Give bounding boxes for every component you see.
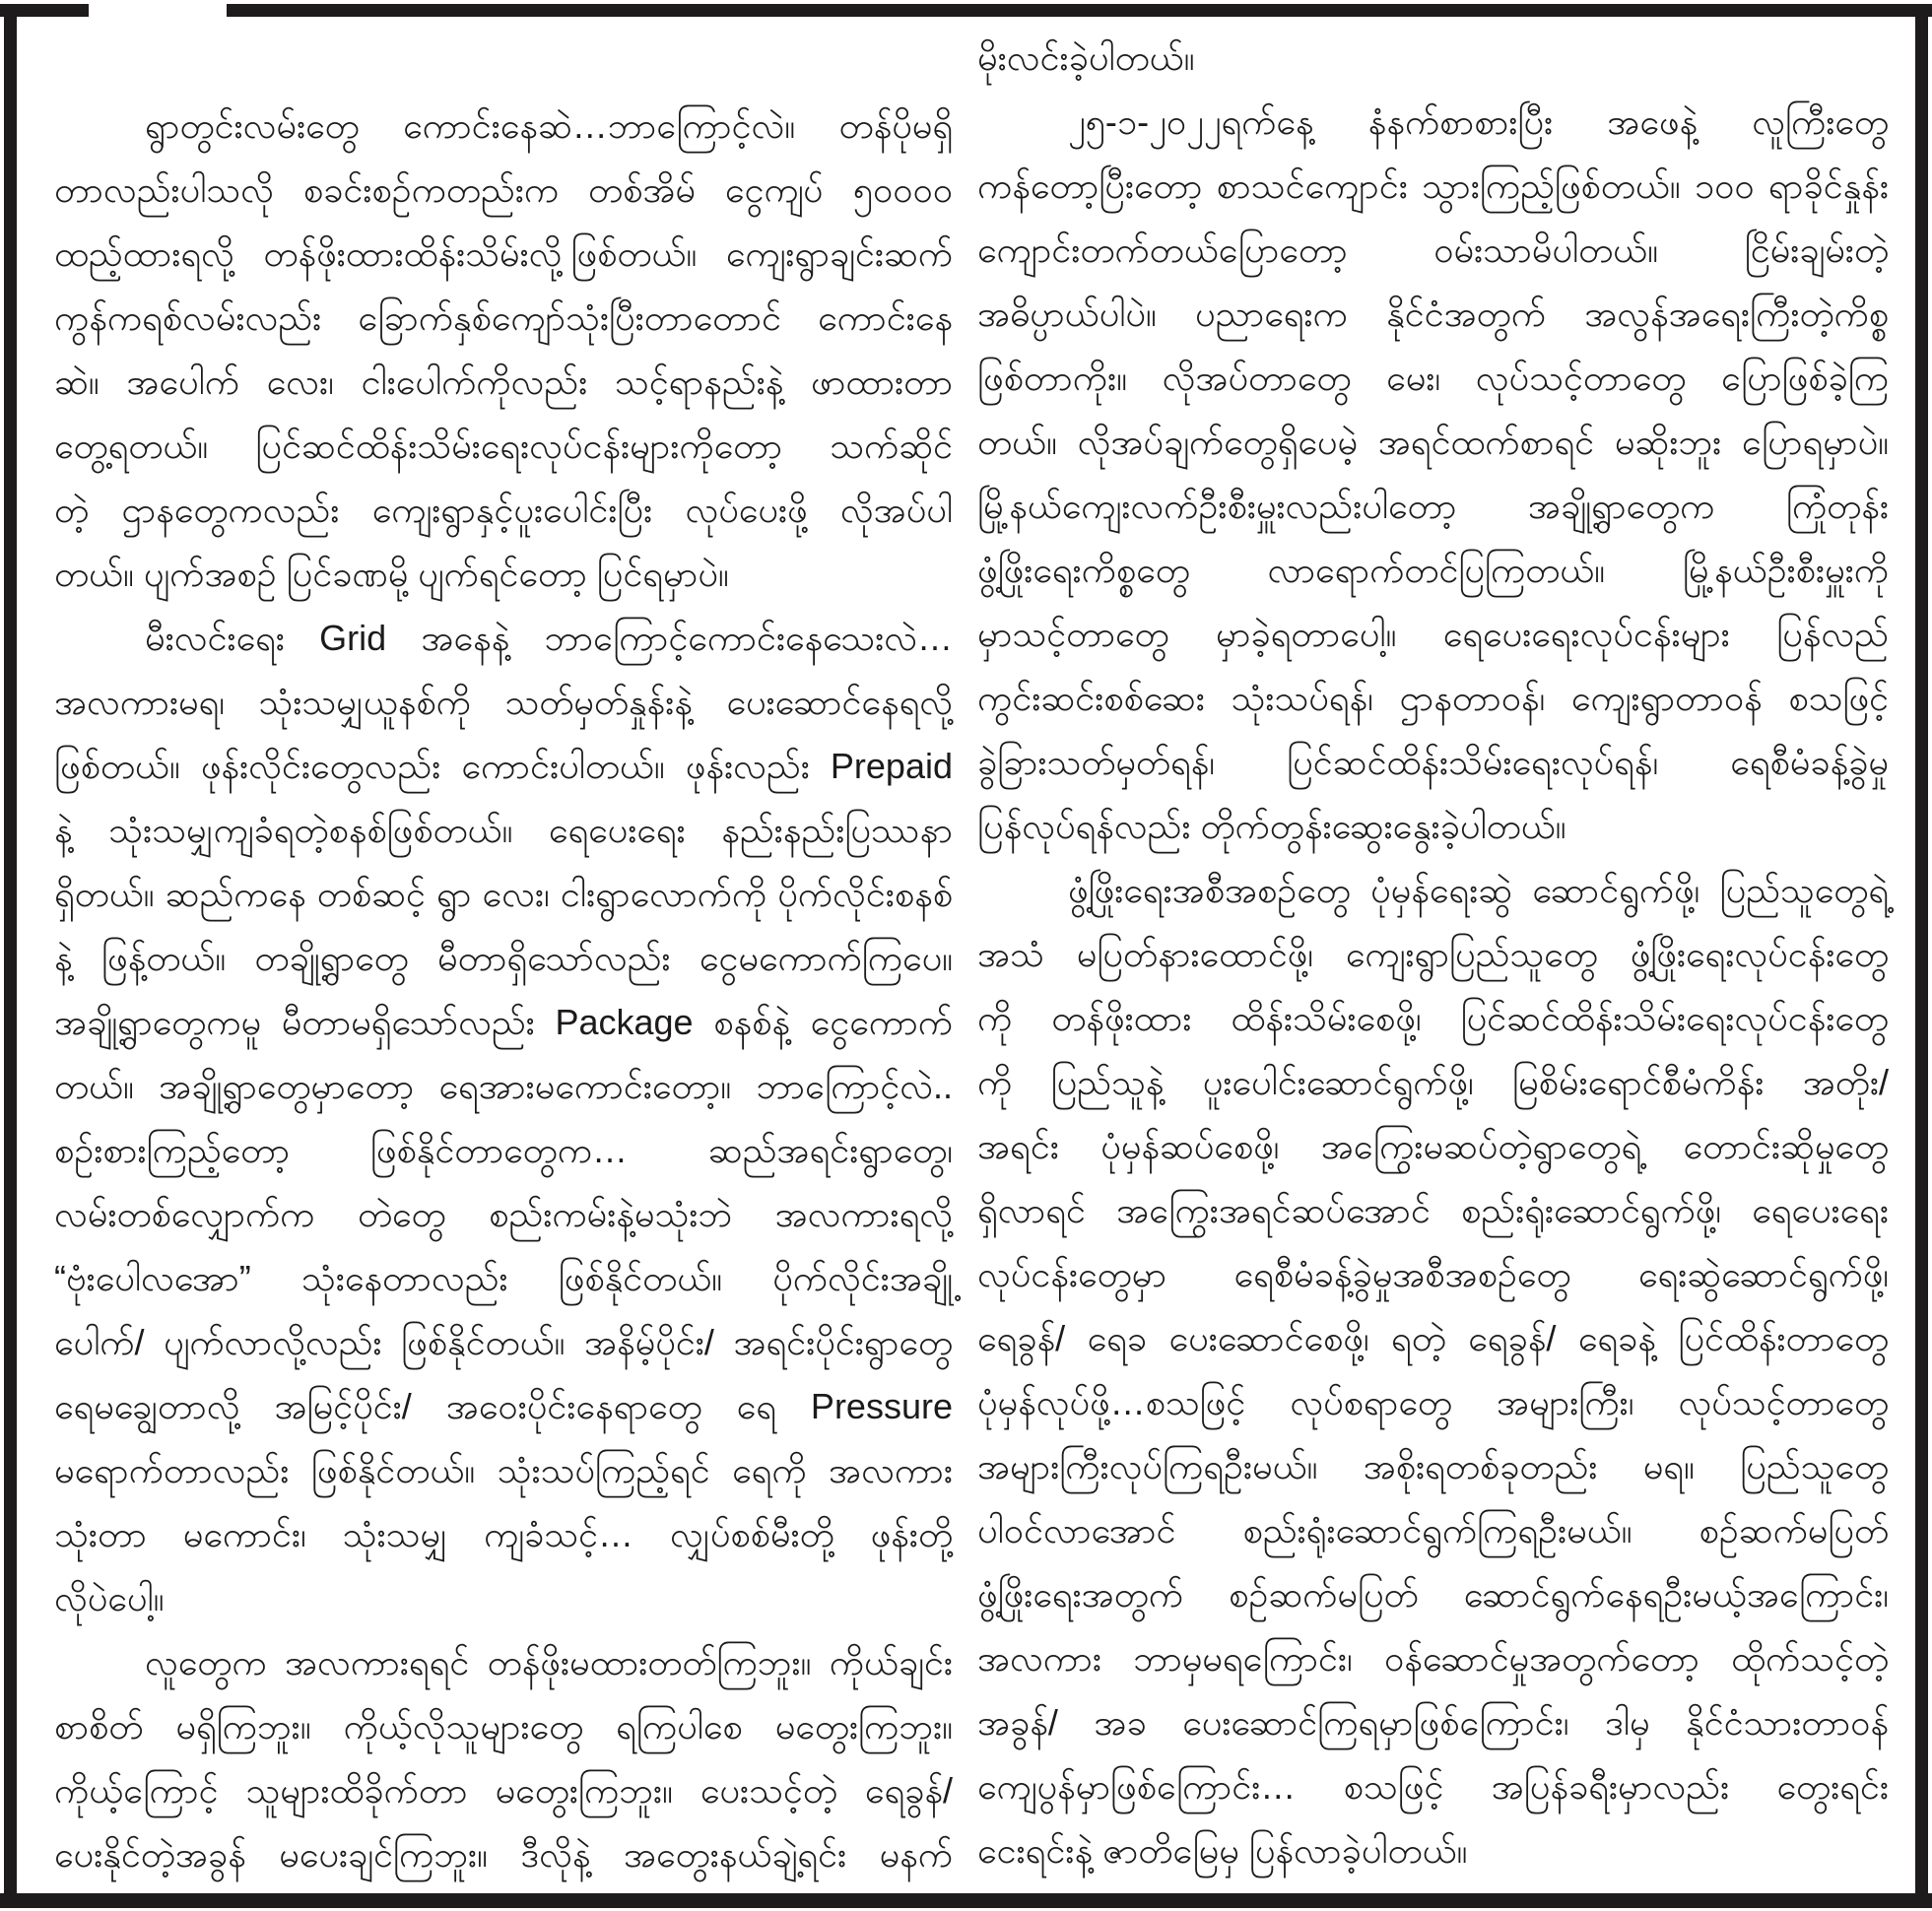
- text-line: အများကြီးလုပ်ကြရဦးမယ်။ အစိုးရတစ်ခုတည်း မရ။ ပြည်သူတွေ: [977, 1446, 1889, 1486]
- text-line: ကွန်ကရစ်လမ်းလည်း ခြောက်နှစ်ကျော်သုံးပြီးတာတောင် ကောင်းနေ: [54, 297, 953, 338]
- text-line: ရေမချွေတာလို့ အမြင့်ပိုင်း/ အဝေးပိုင်းနေရာတွေ ရေ Pressure: [54, 1386, 953, 1426]
- text-line: ငေးရင်းနဲ့ ဇာတိမြေမှ ပြန်လာခဲ့ပါတယ်။: [977, 1830, 1468, 1871]
- text-line: ကို တန်ဖိုးထား ထိန်းသိမ်းစေဖို့၊ ပြင်ဆင်ထိန်းသိမ်းရေးလုပ်ငန်းတွေ: [977, 998, 1889, 1038]
- text-line: အလကား ဘာမှမရကြောင်း၊ ဝန်ဆောင်မှုအတွက်တော့ ထိုက်သင့်တဲ့: [977, 1638, 1889, 1679]
- text-line: တယ်။ အချို့ရွာတွေမှာတော့ ရေအားမကောင်းတော့။ ဘာကြောင့်လဲ..: [54, 1066, 953, 1106]
- text-line: ရှိလာရင် အကြွေးအရင်ဆပ်အောင် စည်းရုံးဆောင်ရွက်ဖို့၊ ရေပေးရေး: [977, 1190, 1889, 1230]
- column-right: [977, 26, 1889, 1882]
- column-left: [54, 94, 953, 1886]
- text-line: တယ်။ ပျက်အစဉ် ပြင်ခဏမို့ ပျက်ရင်တော့ ပြင်ရမှာပဲ။: [54, 554, 729, 594]
- text-line: “ဗုံးပေါလအော” သုံးနေတာလည်း ဖြစ်နိုင်တယ်။ ပိုက်လိုင်းအချို့: [54, 1258, 953, 1298]
- text-line: ပြန်လုပ်ရန်လည်း တိုက်တွန်းဆွေးနွေးခဲ့ပါတယ်။: [977, 806, 1566, 846]
- text-line: ပုံမှန်လုပ်ဖို့…စသဖြင့် လုပ်စရာတွေ အများကြီး၊ လုပ်သင့်တာတွေ: [977, 1382, 1889, 1422]
- bottom-border: [0, 1893, 1932, 1908]
- text-line: ရေခွန်/ ရေခ ပေးဆောင်စေဖို့၊ ရတဲ့ ရေခွန်/ ရေခနဲ့ ပြင်ထိန်းတာတွေ: [977, 1318, 1889, 1358]
- text-line: ဖွံ့ဖြိုးရေးကိစ္စတွေ လာရောက်တင်ပြကြတယ်။ မြို့နယ်ဦးစီးမှူးကို: [977, 550, 1889, 590]
- text-line: စဉ်းစားကြည့်တော့ ဖြစ်နိုင်တာတွေက… ဆည်အရင်းရွာတွေ၊: [54, 1130, 953, 1170]
- text-line: အရင်း ပုံမှန်ဆပ်စေဖို့၊ အကြွေးမဆပ်တဲ့ရွာတွေရဲ့ တောင်းဆိုမှုတွေ: [977, 1126, 1889, 1166]
- text-line: တယ်။ လိုအပ်ချက်တွေရှိပေမဲ့ အရင်ထက်စာရင် မဆိုးဘူး ပြောရမှာပဲ။: [977, 422, 1889, 462]
- text-line: တာလည်းပါသလို စခင်းစဉ်ကတည်းက တစ်အိမ် ငွေကျပ် ၅၀၀၀၀: [54, 169, 953, 210]
- right-border: [1915, 15, 1928, 1907]
- text-line: ပေါက်/ ပျက်လာလို့လည်း ဖြစ်နိုင်တယ်။ အနိမ့်ပိုင်း/ အရင်းပိုင်းရွာတွေ: [54, 1322, 953, 1362]
- text-line: နဲ့ ဖြန့်တယ်။ တချို့ရွာတွေ မီတာရှိသော်လည်း ငွေမကောက်ကြပေ။: [54, 938, 953, 978]
- text-line: ဖွံ့ဖြိုးရေးအစီအစဉ်တွေ ပုံမှန်ရေးဆွဲ ဆောင်ရွက်ဖို့၊ ပြည်သူတွေရဲ့: [1068, 870, 1889, 910]
- text-line: ရွာတွင်းလမ်းတွေ ကောင်းနေဆဲ…ဘာကြောင့်လဲ။ တန်ပိုမရှိ: [145, 105, 953, 146]
- text-line: စာစိတ် မရှိကြဘူး။ ကိုယ့်လိုသူများတွေ ရကြပါစေ မတွေးကြဘူး။: [54, 1706, 953, 1746]
- text-line: ဖြစ်တာကိုး။ လိုအပ်တာတွေ မေး၊ လုပ်သင့်တာတွေ ပြောဖြစ်ခဲ့ကြ: [977, 358, 1889, 398]
- text-line: သုံးတာ မကောင်း၊ သုံးသမျှ ကျခံသင့်… လျှပ်စစ်မီးတို့ ဖုန်းတို့: [54, 1514, 953, 1554]
- text-line: ကန်တော့ပြီးတော့ စာသင်ကျောင်း သွားကြည့်ဖြစ်တယ်။ ၁၀၀ ရာခိုင်နှုန်း: [977, 165, 1889, 206]
- text-line: ကို ပြည်သူနဲ့ ပူးပေါင်းဆောင်ရွက်ဖို့၊ မြစိမ်းရောင်စီမံကိန်း အတိုး/: [977, 1062, 1889, 1102]
- text-line: ၂၅-၁-၂၀၂၂ရက်နေ့ နံနက်စာစားပြီး အဖေနဲ့ လူကြီးတွေ: [1068, 101, 1889, 142]
- paragraph: [54, 1630, 953, 1886]
- text-line: အဓိပ္ပာယ်ပါပဲ။ ပညာရေးက နိုင်ငံအတွက် အလွန်အရေးကြီးတဲ့ကိစ္စ: [977, 294, 1889, 334]
- text-line: ခွဲခြားသတ်မှတ်ရန်၊ ပြင်ဆင်ထိန်းသိမ်းရေးလုပ်ရန်၊ ရေစီမံခန့်ခွဲမှု: [977, 742, 1889, 782]
- text-line: ပါဝင်လာအောင် စည်းရုံးဆောင်ရွက်ကြရဦးမယ်။ စဉ်ဆက်မပြတ်: [977, 1510, 1889, 1550]
- text-line: လုပ်ငန်းတွေမှာ ရေစီမံခန့်ခွဲမှုအစီအစဉ်တွေ ရေးဆွဲဆောင်ရွက်ဖို့၊: [977, 1254, 1889, 1294]
- text-line: လိုပဲပေါ့။: [54, 1578, 165, 1618]
- text-line: ကျေပွန်မှာဖြစ်ကြောင်း… စသဖြင့် အပြန်ခရီးမှာလည်း တွေးရင်း: [977, 1766, 1889, 1807]
- text-line: လူတွေက အလကားရရင် တန်ဖိုးမထားတတ်ကြဘူး။ ကိုယ်ချင်း: [145, 1642, 953, 1682]
- text-line: ထည့်ထားရလို့ တန်ဖိုးထားထိန်းသိမ်းလို့ဖြစ်တယ်။ ကျေးရွာချင်းဆက်: [54, 233, 953, 274]
- paragraph: [977, 90, 1889, 858]
- paragraph: [977, 26, 1889, 90]
- text-line: ဆဲ။ အပေါက် လေး၊ ငါးပေါက်ကိုလည်း သင့်ရာနည်းနဲ့ ဖာထားတာ: [54, 362, 953, 402]
- text-line: အလကားမရ၊ သုံးသမျှယူနစ်ကို သတ်မှတ်နှုန်းနဲ့ ပေးဆောင်နေရလို့: [54, 682, 953, 722]
- text-line: မီးလင်းရေး Grid အနေနဲ့ ဘာကြောင့်ကောင်းနေသေးလဲ…: [145, 618, 953, 658]
- text-line: တွေ့ရတယ်။ ပြင်ဆင်ထိန်းသိမ်းရေးလုပ်ငန်းများကိုတော့ သက်ဆိုင်: [54, 426, 953, 466]
- text-line: ပေးနိုင်တဲ့အခွန် မပေးချင်ကြဘူး။ ဒီလိုနဲ့ အတွေးနယ်ချဲ့ရင်း မနက်: [54, 1834, 953, 1875]
- text-line: ရှိတယ်။ ဆည်ကနေ တစ်ဆင့် ရွာ လေး၊ ငါးရွာလောက်ကို ပိုက်လိုင်းစနစ်: [54, 874, 953, 914]
- paragraph: [54, 94, 953, 606]
- text-line: မှာသင့်တာတွေ မှာခဲ့ရတာပေါ့။ ရေပေးရေးလုပ်ငန်းများ ပြန်လည်: [977, 614, 1889, 654]
- text-line: လမ်းတစ်လျှောက်က တဲတွေ စည်းကမ်းနဲ့မသုံးဘဲ အလကားရလို့: [54, 1194, 953, 1234]
- paragraph: [977, 858, 1889, 1882]
- text-line: အချို့ရွာတွေကမူ မီတာမရှိသော်လည်း Package စနစ်နဲ့ ငွေကောက်: [54, 1002, 953, 1042]
- text-line: ဖြစ်တယ်။ ဖုန်းလိုင်းတွေလည်း ကောင်းပါတယ်။ ဖုန်းလည်း Prepaid: [54, 746, 953, 786]
- text-line: ကိုယ့်ကြောင့် သူများထိခိုက်တာ မတွေးကြဘူး။ ပေးသင့်တဲ့ ရေခွန်/: [54, 1770, 953, 1811]
- text-line: ကျောင်းတက်တယ်ပြောတော့ ဝမ်းသာမိပါတယ်။ ငြိမ်းချမ်းတဲ့: [977, 230, 1889, 270]
- text-line: တဲ့ ဌာနတွေကလည်း ကျေးရွာနှင့်ပူးပေါင်းပြီး လုပ်ပေးဖို့ လိုအပ်ပါ: [54, 490, 953, 530]
- text-line: မြို့နယ်ကျေးလက်ဦးစီးမှူးလည်းပါတော့ အချို့ရွာတွေက ကြုံတုန်း: [977, 486, 1889, 526]
- paragraph: [54, 606, 953, 1630]
- text-line: မရောက်တာလည်း ဖြစ်နိုင်တယ်။ သုံးသပ်ကြည့်ရင် ရေကို အလကား: [54, 1450, 953, 1490]
- text-line: အသံ မပြတ်နားထောင်ဖို့၊ ကျေးရွာပြည်သူတွေ ဖွံ့ဖြိုးရေးလုပ်ငန်းတွေ: [977, 934, 1889, 974]
- text-line: မိုးလင်းခဲ့ပါတယ်။: [977, 37, 1195, 78]
- top-border-right-segment: [227, 4, 1932, 17]
- text-line: နဲ့ သုံးသမျှကျခံရတဲ့စနစ်ဖြစ်တယ်။ ရေပေးရေး နည်းနည်းပြဿနာ: [54, 810, 953, 850]
- left-border: [4, 15, 17, 1907]
- text-line: အခွန်/ အခ ပေးဆောင်ကြရမှာဖြစ်ကြောင်း၊ ဒါမှ နိုင်ငံသားတာဝန်: [977, 1702, 1889, 1743]
- text-line: ဖွံ့ဖြိုးရေးအတွက် စဉ်ဆက်မပြတ် ဆောင်ရွက်နေရဦးမယ့်အကြောင်း၊: [977, 1574, 1889, 1614]
- text-line: ကွင်းဆင်းစစ်ဆေး သုံးသပ်ရန်၊ ဌာနတာဝန်၊ ကျေးရွာတာဝန် စသဖြင့်: [977, 678, 1889, 718]
